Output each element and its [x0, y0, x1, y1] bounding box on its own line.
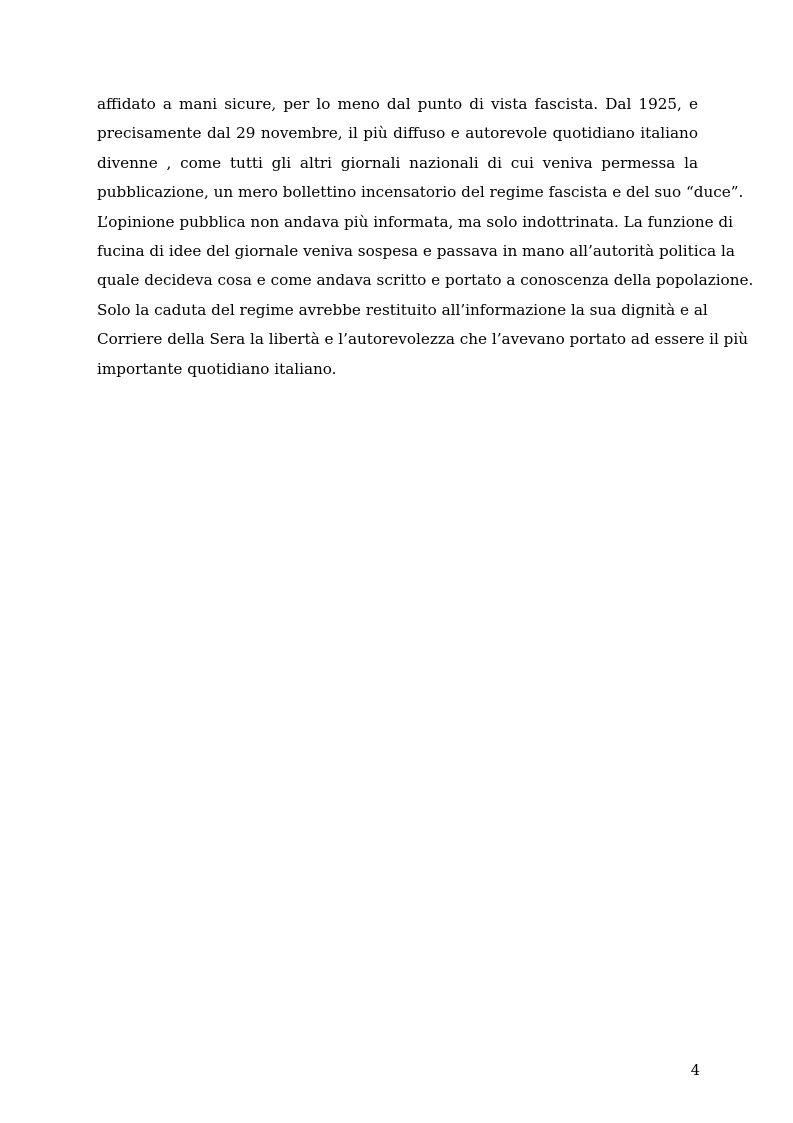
paragraph-line-9: Corriere della Sera la libertà e l’autorevolezza che l’avevano portato ad essere il più	[97, 330, 749, 349]
paragraph-line-7: quale decideva cosa e come andava scritto e portato a conoscenza della popolazione.	[97, 271, 754, 290]
body-paragraph	[97, 90, 754, 384]
paragraph-line-1: affidato a mani sicure, per lo meno dal punto di vista fascista. Dal 1925, e	[97, 95, 698, 113]
paragraph-line-5: L’opinione pubblica non andava più informata, ma solo indottrinata. La funzione di	[97, 212, 734, 231]
paragraph-line-2: precisamente dal 29 novembre, il più diffuso e autorevole quotidiano italiano	[97, 124, 698, 143]
paragraph-line-8: Solo la caduta del regime avrebbe restituito all’informazione la sua dignità e al	[97, 300, 708, 319]
page-number: 4	[690, 1063, 700, 1079]
paragraph-line-6: fucina di idee del giornale veniva sospesa e passava in mano all’autorità politica la	[97, 241, 735, 260]
paragraph-line-3: divenne , come tutti gli altri giornali nazionali di cui veniva permessa la	[97, 153, 698, 172]
paragraph-line-10: importante quotidiano italiano.	[97, 359, 337, 378]
paragraph-line-4: pubblicazione, un mero bollettino incensatorio del regime fascista e del suo “duce”.	[97, 183, 744, 202]
